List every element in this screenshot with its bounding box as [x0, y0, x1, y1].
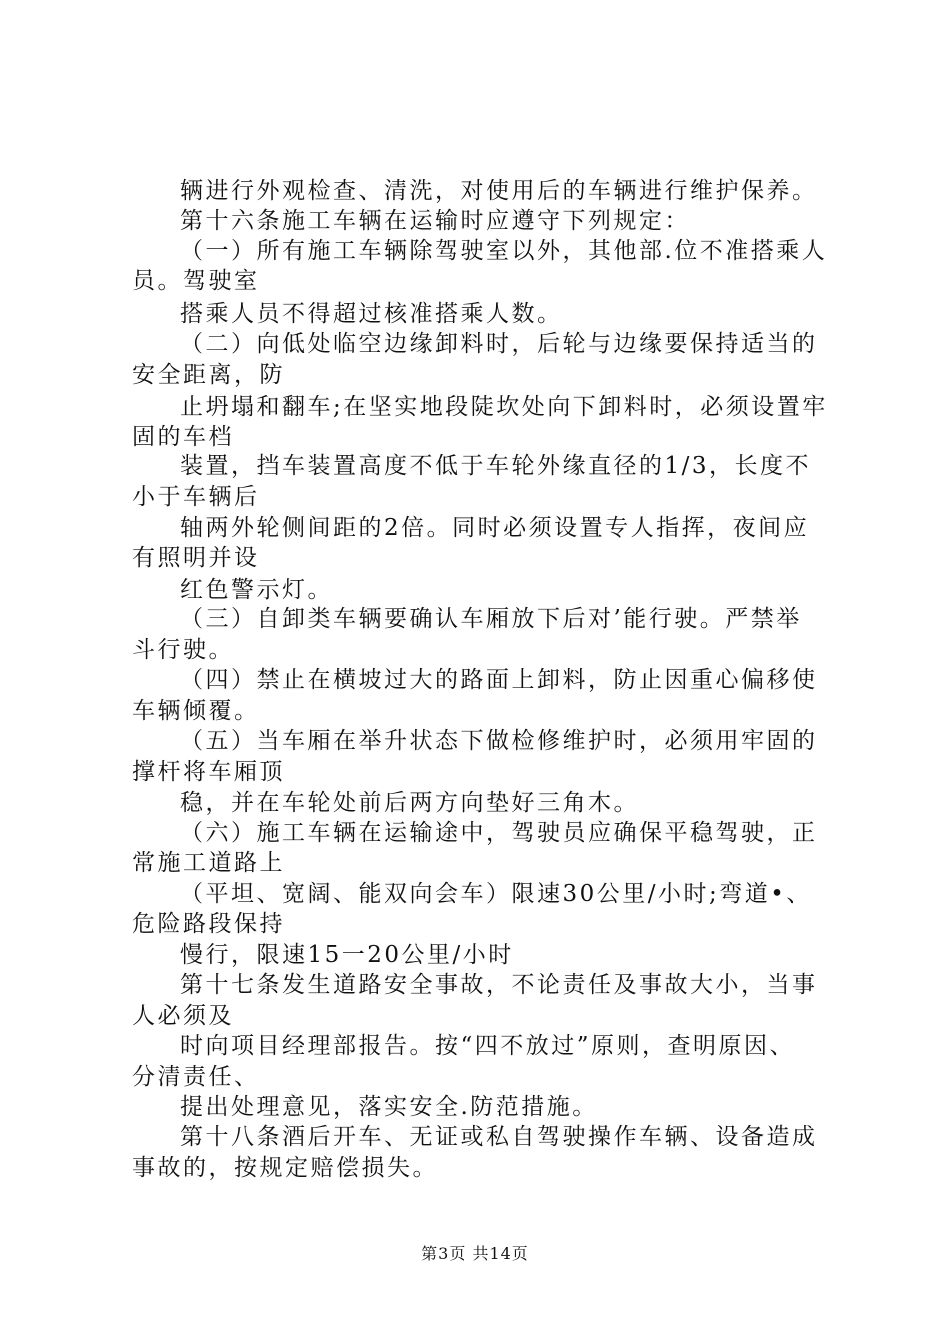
- text-line: 撑杆将车厢顶: [132, 759, 285, 785]
- text-line: 有照明并设: [132, 545, 260, 571]
- text-line: 常施工道路上: [132, 850, 285, 876]
- text-line: （二）向低处临空边缘卸料时，后轮与边缘要保持适当的: [180, 331, 818, 357]
- text-line: 红色警示灯。: [180, 577, 333, 603]
- text-line: 搭乘人员不得超过核准搭乘人数。: [180, 301, 563, 327]
- text-line: 员。驾驶室: [132, 268, 260, 294]
- text-line: 提出处理意见，落实安全.防范措施。: [180, 1094, 598, 1120]
- text-line: 轴两外轮侧间距的2倍。同时必须设置专人指挥，夜间应: [180, 515, 810, 541]
- text-line: （四）禁止在横坡过大的路面上卸料，防止因重心偏移使: [180, 667, 818, 693]
- text-line: 止坍塌和翻车;在坚实地段陡坎处向下卸料时，必须设置牢: [180, 394, 828, 420]
- text-line: （一）所有施工车辆除驾驶室以外，其他部.位不准搭乘人: [180, 238, 828, 264]
- text-line: （平坦、宽阔、能双向会车）限速30公里/小时;弯道•、: [180, 881, 812, 907]
- text-line: 固的车档: [132, 424, 234, 450]
- text-line: 稳，并在车轮处前后两方向垫好三角木。: [180, 790, 639, 816]
- text-line: 时向项目经理部报告。按“四不放过”原则，查明原因、: [180, 1033, 796, 1059]
- text-line: 小于车辆后: [132, 484, 260, 510]
- text-line: 人必须及: [132, 1003, 234, 1029]
- text-line: 安全距离，防: [132, 362, 285, 388]
- text-line: （六）施工车辆在运输途中，驾驶员应确保平稳驾驶，正: [180, 820, 818, 846]
- text-line: 慢行，限速15一20公里/小时: [180, 942, 514, 968]
- text-line: 第十七条发生道路安全事故，不论责任及事故大小，当事: [180, 972, 818, 998]
- text-line: （三）自卸类车辆要确认车厢放下后对’能行驶。严禁举: [180, 606, 802, 632]
- text-line: 分清责任、: [132, 1064, 260, 1090]
- text-line: 辆进行外观检查、清洗，对使用后的车辆进行维护保养。: [180, 178, 818, 204]
- text-line: 第十六条施工车辆在运输时应遵守下列规定：: [180, 208, 690, 234]
- text-line: 车辆倾覆。: [132, 698, 260, 724]
- text-line: 第十八条酒后开车、无证或私自驾驶操作车辆、设备造成: [180, 1124, 818, 1150]
- text-line: 危险路段保持: [132, 911, 285, 937]
- page-number-footer: 第3页 共14页: [421, 1244, 529, 1263]
- text-line: 装置，挡车装置高度不低于车轮外缘直径的1/3，长度不: [180, 453, 812, 479]
- text-line: （五）当车厢在举升状态下做检修维护时，必须用牢固的: [180, 728, 818, 754]
- text-line: 事故的，按规定赔偿损失。: [132, 1155, 438, 1181]
- text-line: 斗行驶。: [132, 637, 234, 663]
